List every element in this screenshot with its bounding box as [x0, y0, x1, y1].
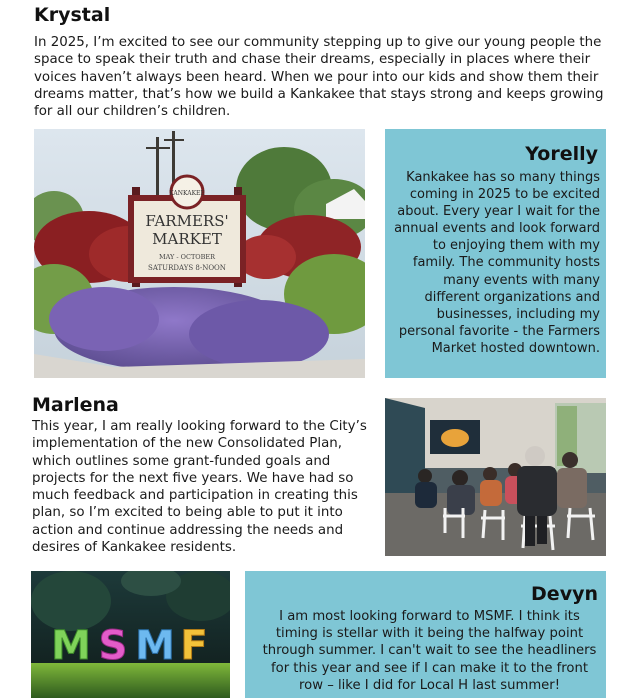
krystal-quote: In 2025, I’m excited to see our community stepping up to give our young people the space to speak their truth and chase their dreams, especially in places where their voices haven’t always been heard. When we pour into our kids and show them their dreams matter, that’s how we build a Kankakee that stays strong and keeps growing for all our children’s children.: [34, 35, 604, 120]
farmers-market-illustration: [34, 129, 365, 378]
msmf-letter-f: F: [180, 623, 208, 669]
yorelly-quote: Kankakee has so many things coming in 2025 to be excited about. Every year I wait for the annual events and look forward to enjoying them with my family. The community hosts many events with many different organizations and businesses, including my personal favorite - the Farmers Market hosted downtown.: [394, 170, 600, 356]
msmf-letter-m1: M: [51, 623, 91, 669]
devyn-panel: [245, 571, 606, 698]
market-sign-line1: FARMERS': [145, 212, 229, 230]
market-sign-logo: KANKAKEE: [169, 190, 205, 197]
community-meeting-photo: [385, 398, 606, 556]
market-sign-line2: MARKET: [152, 230, 222, 248]
msmf-letter-m2: M: [135, 623, 175, 669]
marlena-quote: This year, I am really looking forward to the City’s implementation of the new Consolidated Plan, which outlines some grant-funded goals and projects for the next five years. We have had so much feedback and participation in creating this plan, so I’m excited to being able to put it into action and continue addressing the needs and desires of Kankakee residents.: [32, 419, 367, 556]
farmers-market-photo: [34, 129, 365, 378]
msmf-sign-illustration: [31, 571, 230, 698]
yorelly-heading: Yorelly: [525, 143, 598, 165]
market-sign-line4: SATURDAYS 8-NOON: [148, 264, 226, 272]
market-sign-line3: MAY - OCTOBER: [158, 253, 216, 261]
krystal-heading: Krystal: [34, 4, 111, 26]
devyn-quote: I am most looking forward to MSMF. I think its timing is stellar with it being the halfway point through summer. I can't wait to see the headliners for this year and see if I can make it to the front row – like I did for Local H last summer!: [262, 609, 597, 693]
devyn-heading: Devyn: [531, 583, 598, 605]
marlena-heading: Marlena: [32, 394, 119, 416]
community-meeting-illustration: [385, 398, 606, 556]
msmf-letter-s: S: [98, 623, 128, 669]
msmf-sign-photo: [31, 571, 230, 698]
yorelly-panel: [385, 129, 606, 378]
